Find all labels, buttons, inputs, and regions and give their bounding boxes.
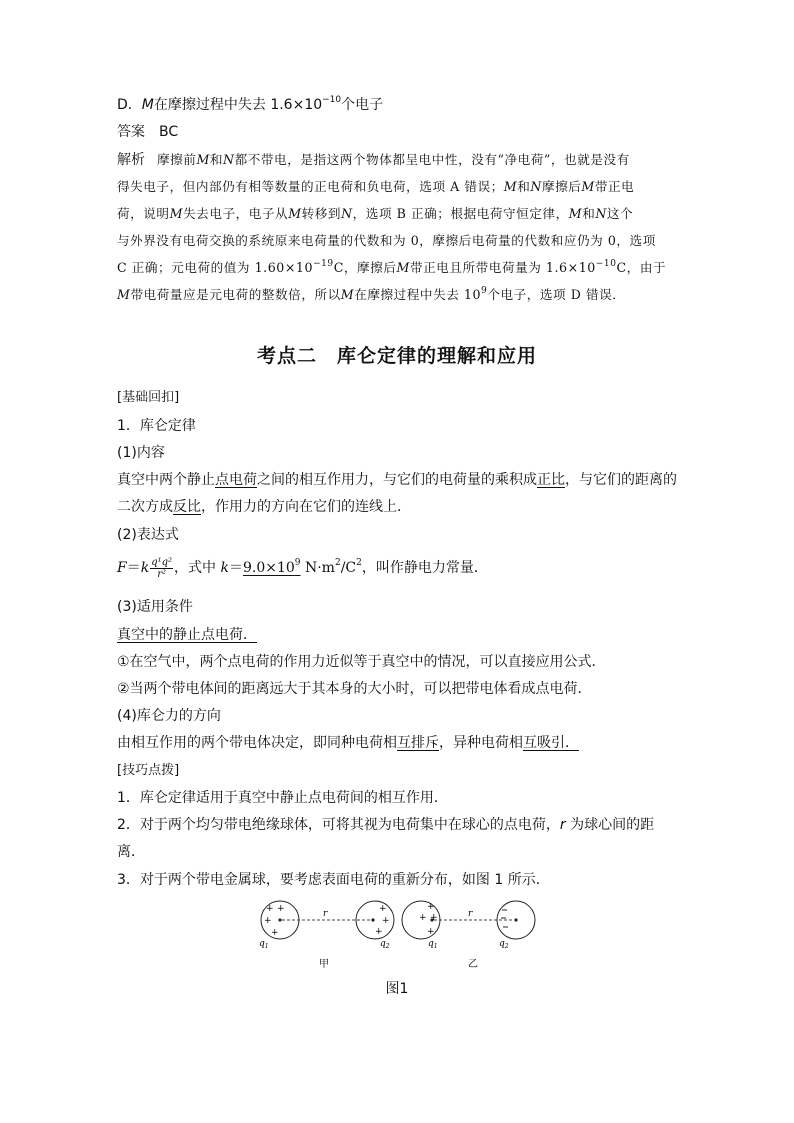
- analysis-line-5: [117, 259, 666, 277]
- label-r-left: r: [323, 909, 328, 919]
- basics-s1: 1．库仑定律: [117, 418, 196, 434]
- figure-1-diagram: [255, 896, 545, 976]
- analysis-text: 与外界没有电荷交换的系统原来电荷量的代数和为 0，摩擦后电荷量的代数和应仍为 0，选项: [117, 233, 656, 248]
- analysis-text: 在摩擦过程中失去 10: [354, 287, 482, 302]
- var-m: M: [340, 287, 355, 302]
- var-n: N: [341, 206, 353, 221]
- label-left-jia: 甲: [319, 959, 329, 970]
- var-m: M: [581, 179, 595, 194]
- analysis-text: C，由于: [616, 260, 667, 275]
- charge-plus: +: [264, 916, 272, 926]
- center-dot: [514, 918, 517, 921]
- tip-2-cont: 离．: [117, 844, 145, 860]
- tip-2: [117, 816, 654, 834]
- tip-1: 1．库仑定律适用于真空中静止点电荷间的相互作用．: [117, 790, 448, 806]
- option-d-text: 在摩擦过程中失去 1.6×10: [153, 97, 323, 113]
- charge-plus: +: [382, 916, 390, 926]
- analysis-text: 摩擦后: [541, 179, 582, 194]
- var-m: M: [288, 206, 302, 221]
- blank-answer: 互吸引．: [523, 735, 579, 751]
- formula-k: k: [220, 560, 229, 576]
- var-m: M: [568, 206, 583, 221]
- center-dot: [278, 918, 281, 921]
- content-text: ，作用力的方向在它们的连线上．: [201, 499, 411, 515]
- analysis-text: 带正电且所带电荷量为 1.6×10: [409, 260, 596, 275]
- option-d-exponent: −10: [322, 95, 342, 106]
- label-q1-left: $q_1$: [259, 939, 269, 950]
- exponent: 9: [481, 285, 488, 296]
- analysis-text: ，选项 B 正确；根据电荷守恒定律，: [352, 206, 569, 221]
- charge-plus: +: [271, 928, 279, 938]
- var-m: M: [503, 179, 518, 194]
- tip-text: 2．对于两个均匀带电绝缘球体，可将其视为电荷集中在球心的点电荷，: [117, 817, 560, 833]
- label-q2-right: $q_2$: [499, 939, 509, 950]
- condition-2: ①在空气中，两个点电荷的作用力近似等于真空中的情况，可以直接应用公式．: [117, 654, 606, 670]
- analysis-text: 转移到: [301, 206, 342, 221]
- analysis-text: 个电子，选项 D 错误．: [487, 287, 626, 302]
- analysis-text: 失去电子，电子从: [183, 206, 289, 221]
- blank-answer: 真空中的静止点电荷．: [117, 627, 257, 643]
- figure-left-pair: [259, 901, 394, 970]
- formula-eq: ＝: [126, 560, 141, 576]
- analysis-text: 都不带电，是指这两个物体都呈电中性，没有“净电荷”，也就是没有: [234, 152, 630, 167]
- content-text: ，异种电荷相: [439, 735, 523, 751]
- analysis-text: 和: [582, 206, 596, 221]
- unit-text: /C: [340, 560, 357, 576]
- label-q1-right: $q_1$: [428, 939, 438, 950]
- formula-text: ，叫作静电力常量．: [361, 560, 488, 576]
- content-text: 二次方成: [117, 499, 173, 515]
- tip-3: 3．对于两个带电金属球，要考虑表面电荷的重新分布，如图 1 所示．: [117, 872, 550, 888]
- option-d: [117, 96, 383, 114]
- charge-plus: +: [379, 904, 387, 914]
- option-d-m: M: [141, 97, 154, 113]
- charge-plus: +: [430, 913, 438, 923]
- var-m: M: [117, 287, 131, 302]
- answer-value: BC: [159, 124, 179, 140]
- condition-3: ②当两个带电体间的距离远大于其本身的大小时，可以把带电体看成点电荷．: [117, 681, 592, 697]
- formula-fraction: [150, 557, 173, 580]
- formula-value: [243, 560, 301, 576]
- analysis-line-6: [117, 286, 625, 304]
- var-n: N: [530, 179, 542, 194]
- label-right-yi: 乙: [468, 959, 478, 970]
- formula-k: k: [140, 560, 150, 576]
- direction-line: [117, 734, 579, 752]
- exponent: −19: [313, 258, 334, 269]
- center-dot: [371, 918, 374, 921]
- charge-plus: +: [375, 927, 383, 937]
- blank-answer: 反比: [173, 499, 201, 515]
- figure-right-pair: [402, 901, 535, 970]
- var-n: N: [595, 206, 607, 221]
- analysis-line-3: [117, 205, 633, 223]
- figure-caption: 图1: [385, 981, 409, 997]
- charge-plus: +: [427, 927, 435, 937]
- coulomb-formula: [117, 553, 488, 583]
- charge-plus: +: [419, 913, 427, 923]
- basics-s1-3: (3)适用条件: [117, 599, 193, 615]
- blank-answer: 正比: [537, 472, 565, 488]
- analysis-line-1: [117, 151, 630, 169]
- tips-tag: [技巧点拨]: [117, 763, 180, 778]
- basics-tag: [基础回扣]: [117, 390, 180, 405]
- unit-text: N·m: [300, 560, 335, 576]
- content-text: 由相互作用的两个带电体决定，即同种电荷相: [117, 735, 397, 751]
- answer-label: 答案: [117, 124, 145, 140]
- charge-plus: +: [427, 902, 435, 912]
- formula-text: ，式中: [174, 560, 221, 576]
- analysis-label: 解析: [117, 152, 145, 168]
- basics-s1-2: (2)表达式: [117, 527, 179, 543]
- charge-plus: +: [266, 904, 274, 914]
- label-r-right: r: [468, 909, 473, 919]
- analysis-text: C，摩擦后: [333, 260, 397, 275]
- content-line-1: [117, 471, 677, 489]
- tip-text: 为球心间的距: [565, 817, 655, 833]
- basics-s1-4: (4)库仑力的方向: [117, 708, 221, 724]
- analysis-text: 摩擦前: [157, 152, 197, 167]
- analysis-text: C 正确；元电荷的值为 1.60×10: [117, 260, 314, 275]
- fraction-numerator: q¹q²: [151, 556, 173, 568]
- analysis-text: 和: [209, 152, 224, 167]
- fraction-denominator: r²: [157, 568, 167, 580]
- section-heading: 考点二 库仑定律的理解和应用: [256, 345, 537, 367]
- exponent: −10: [595, 258, 617, 269]
- option-d-prefix: D．: [117, 97, 142, 113]
- var-n: N: [223, 152, 235, 167]
- var-m: M: [196, 152, 210, 167]
- blank-answer: 点电荷: [215, 472, 257, 488]
- analysis-text: 得失电子，但内部仍有相等数量的正电荷和负电荷，选项 A 错误；: [117, 179, 504, 194]
- var-m: M: [169, 206, 184, 221]
- exponent: 2: [356, 558, 362, 569]
- content-line-2: [117, 498, 411, 516]
- condition-1: [117, 626, 257, 644]
- label-q2-left: $q_2$: [380, 939, 390, 950]
- content-text: 之间的相互作用力，与它们的电荷量的乘积成: [257, 472, 537, 488]
- formula-eq: ＝: [228, 560, 243, 576]
- blank-answer: 互排斥: [397, 735, 439, 751]
- answer-line: [117, 123, 178, 141]
- analysis-text: 这个: [606, 206, 634, 221]
- exponent: 2: [334, 558, 341, 569]
- content-text: ，与它们的距离的: [565, 472, 677, 488]
- var-r: r: [559, 817, 566, 833]
- analysis-line-4: [117, 232, 656, 250]
- analysis-line-2: [117, 178, 634, 196]
- exponent: 9: [294, 558, 301, 569]
- option-d-suffix: 个电子: [341, 97, 384, 113]
- value-text: 9.0×10: [242, 560, 295, 576]
- analysis-text: 荷，说明: [117, 206, 170, 221]
- var-m: M: [396, 260, 410, 275]
- charge-plus: +: [277, 904, 285, 914]
- basics-s1-1: (1)内容: [117, 445, 165, 461]
- formula-f: F: [117, 560, 127, 576]
- analysis-text: 带正电: [594, 179, 635, 194]
- content-text: 真空中两个静止: [117, 472, 215, 488]
- analysis-text: 和: [517, 179, 531, 194]
- analysis-text: 带电荷量应是元电荷的整数倍，所以: [130, 287, 341, 302]
